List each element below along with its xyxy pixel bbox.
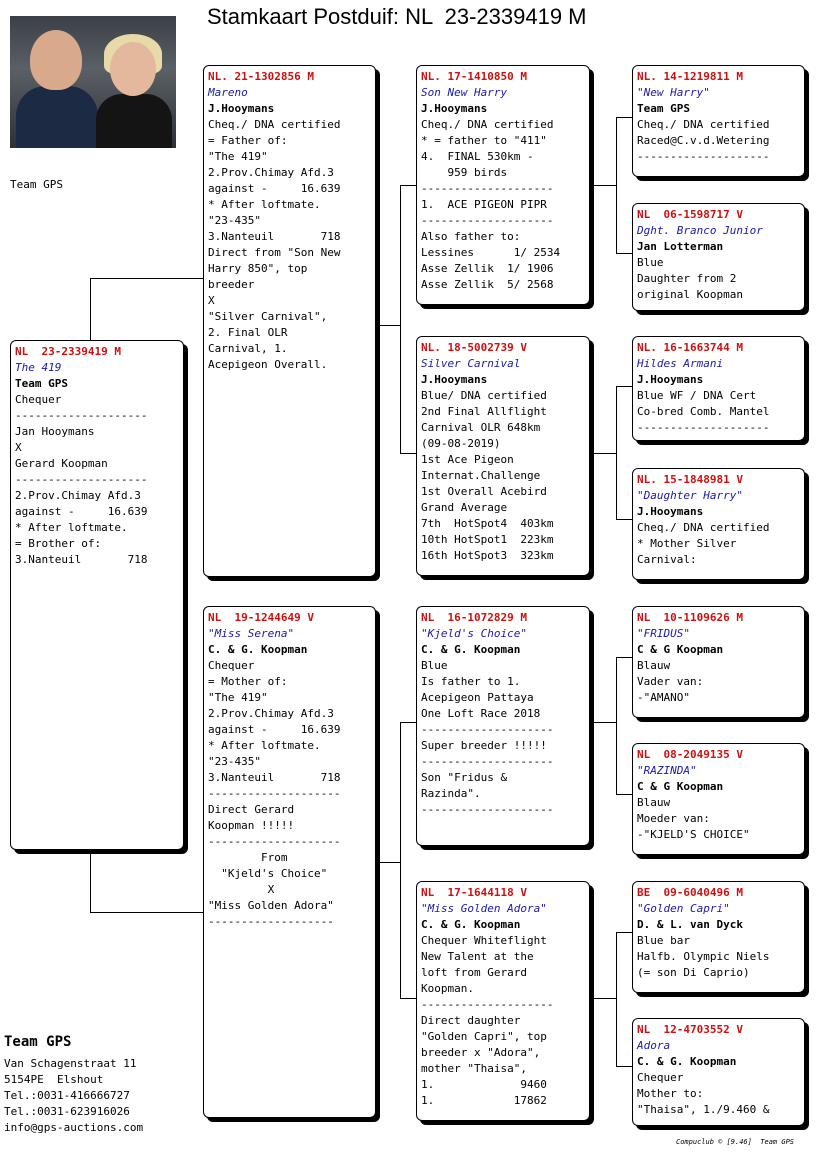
- pigeon-card-mf-mother[interactable]: [632, 743, 805, 855]
- ring-number: NL. 18-5002739 V: [421, 341, 527, 354]
- info-line: --------------------: [421, 214, 554, 227]
- pigeon-name: "FRIDUS": [637, 627, 690, 640]
- pigeon-card-ff-father[interactable]: [632, 65, 805, 177]
- ring-number: NL 08-2049135 V: [637, 748, 743, 761]
- info-line: breeder: [208, 278, 255, 291]
- pigeon-name: "Miss Serena": [208, 627, 295, 640]
- info-line: 1. 9460: [421, 1078, 547, 1091]
- info-line: Direct from "Son New: [208, 246, 341, 259]
- info-line: Koopman.: [421, 982, 474, 995]
- info-line: Grand Average: [421, 501, 508, 514]
- ring-number: NL 23-2339419 M: [15, 345, 121, 358]
- info-line: (= son Di Caprio): [637, 966, 750, 979]
- pigeon-name: "Kjeld's Choice": [421, 627, 527, 640]
- info-line: 16th HotSpot3 323km: [421, 549, 554, 562]
- pigeon-card-mother[interactable]: [203, 606, 376, 1118]
- connector-line: [400, 722, 401, 999]
- connector-line: [616, 1066, 632, 1067]
- info-line: "The 419": [208, 691, 268, 704]
- info-line: One Loft Race 2018: [421, 707, 541, 720]
- info-line: X: [15, 441, 22, 454]
- info-line: Acepigeon Pattaya: [421, 691, 534, 704]
- owner-photo: [10, 16, 176, 148]
- pigeon-card-mother-father[interactable]: [416, 606, 590, 846]
- info-line: Direct Gerard: [208, 803, 295, 816]
- footer-line: Van Schagenstraat 11: [4, 1057, 137, 1070]
- info-line: Koopman !!!!!: [208, 819, 295, 832]
- footer-email[interactable]: info@gps-auctions.com: [4, 1121, 144, 1134]
- pigeon-name: "Daughter Harry": [637, 489, 743, 502]
- info-line: Carnival OLR 648km: [421, 421, 541, 434]
- footer-line: 5154PE Elshout: [4, 1073, 104, 1086]
- info-line: X: [208, 883, 275, 896]
- breeder-name: C. & G. Koopman: [421, 643, 521, 656]
- info-line: -"AMANO": [637, 691, 690, 704]
- breeder-name: J.Hooymans: [421, 102, 488, 115]
- info-line: Direct daughter: [421, 1014, 521, 1027]
- pigeon-name: The 419: [15, 361, 62, 374]
- ring-number: NL 16-1072829 M: [421, 611, 527, 624]
- info-line: 2.Prov.Chimay Afd.3: [208, 707, 334, 720]
- connector-line: [616, 386, 632, 387]
- info-line: 2.Prov.Chimay Afd.3: [208, 166, 334, 179]
- info-line: Blue: [637, 256, 664, 269]
- connector-line: [400, 722, 416, 723]
- connector-line: [616, 794, 632, 795]
- info-line: Asse Zellik 1/ 1906: [421, 262, 554, 275]
- info-line: * After loftmate.: [208, 198, 321, 211]
- ring-number: BE 09-6040496 M: [637, 886, 743, 899]
- info-line: breeder x "Adora",: [421, 1046, 541, 1059]
- info-line: --------------------: [15, 409, 148, 422]
- info-line: "Kjeld's Choice": [208, 867, 328, 880]
- owner-label: Team GPS: [10, 178, 63, 191]
- info-line: --------------------: [208, 835, 341, 848]
- connector-line: [616, 117, 617, 253]
- info-line: Chequer Whiteflight: [421, 934, 547, 947]
- ring-number: NL. 14-1219811 M: [637, 70, 743, 83]
- connector-line: [590, 998, 616, 999]
- info-line: Daughter from 2: [637, 272, 737, 285]
- info-line: Blue/ DNA certified: [421, 389, 547, 402]
- info-line: Jan Hooymans: [15, 425, 95, 438]
- info-line: Super breeder !!!!!: [421, 739, 547, 752]
- info-line: loft from Gerard: [421, 966, 527, 979]
- info-line: -"KJELD'S CHOICE": [637, 828, 750, 841]
- ring-number: NL. 16-1663744 M: [637, 341, 743, 354]
- info-line: --------------------: [421, 182, 554, 195]
- info-line: Harry 850", top: [208, 262, 308, 275]
- info-line: "Miss Golden Adora": [208, 899, 334, 912]
- pigeon-name: "Golden Capri": [637, 902, 730, 915]
- connector-line: [616, 932, 617, 1067]
- info-line: Blue bar: [637, 934, 690, 947]
- info-line: "The 419": [208, 150, 268, 163]
- info-line: Internat.Challenge: [421, 469, 541, 482]
- contact-footer: [4, 1034, 143, 1136]
- connector-line: [616, 657, 632, 658]
- connector-line: [590, 453, 616, 454]
- ring-number: NL. 15-1848981 V: [637, 473, 743, 486]
- info-line: --------------------: [421, 998, 554, 1011]
- breeder-name: Team GPS: [15, 377, 68, 390]
- info-line: 3.Nanteuil 718: [208, 771, 341, 784]
- pigeon-card-fm-father[interactable]: [632, 336, 805, 441]
- info-line: Blue WF / DNA Cert: [637, 389, 757, 402]
- info-line: 2. Final OLR: [208, 326, 288, 339]
- info-line: 2.Prov.Chimay Afd.3: [15, 489, 141, 502]
- info-line: "Silver Carnival",: [208, 310, 328, 323]
- page-title: Stamkaart Postduif: NL 23-2339419 M: [207, 4, 587, 29]
- info-line: = Father of:: [208, 134, 288, 147]
- info-line: "Golden Capri", top: [421, 1030, 547, 1043]
- info-line: 1. 17862: [421, 1094, 547, 1107]
- footer-line: Tel.:0031-623916026: [4, 1105, 130, 1118]
- breeder-name: C & G Koopman: [637, 643, 724, 656]
- info-line: Blauw: [637, 659, 671, 672]
- ring-number: NL 17-1644118 V: [421, 886, 527, 899]
- pigeon-card-mm-mother[interactable]: [632, 1018, 805, 1126]
- breeder-name: Team GPS: [637, 102, 690, 115]
- info-line: Lessines 1/ 2534: [421, 246, 561, 259]
- breeder-name: C & G Koopman: [637, 780, 724, 793]
- info-line: (09-08-2019): [421, 437, 501, 450]
- info-line: 4. FINAL 530km -: [421, 150, 534, 163]
- connector-line: [400, 185, 401, 454]
- info-line: Mother to:: [637, 1087, 704, 1100]
- pigeon-name: "RAZINDA": [637, 764, 697, 777]
- info-line: Chequer: [15, 393, 62, 406]
- info-line: From: [208, 851, 288, 864]
- pigeon-name: "Miss Golden Adora": [421, 902, 547, 915]
- connector-line: [590, 185, 616, 186]
- info-line: Acepigeon Overall.: [208, 358, 328, 371]
- info-line: 10th HotSpot1 223km: [421, 533, 554, 546]
- footer-line: Tel.:0031-416666727: [4, 1089, 130, 1102]
- info-line: Halfb. Olympic Niels: [637, 950, 770, 963]
- info-line: Moeder van:: [637, 812, 710, 825]
- info-line: New Talent at the: [421, 950, 534, 963]
- info-line: * After loftmate.: [208, 739, 321, 752]
- ring-number: NL. 17-1410850 M: [421, 70, 527, 83]
- connector-line: [90, 278, 204, 279]
- info-line: --------------------: [421, 803, 554, 816]
- connector-line: [90, 850, 91, 912]
- info-line: * Mother Silver: [637, 537, 737, 550]
- software-credit: Compuclub © [9.46] Team GPS: [676, 1138, 795, 1146]
- ring-number: NL 12-4703552 V: [637, 1023, 743, 1036]
- info-line: --------------------: [421, 723, 554, 736]
- info-line: X: [208, 294, 215, 307]
- info-line: Chequer: [637, 1071, 684, 1084]
- info-line: Chequer: [208, 659, 255, 672]
- connector-line: [90, 912, 204, 913]
- connector-line: [616, 932, 632, 933]
- breeder-name: J.Hooymans: [637, 373, 704, 386]
- info-line: Raced@C.v.d.Wetering: [637, 134, 770, 147]
- connector-line: [616, 117, 632, 118]
- breeder-name: J.Hooymans: [208, 102, 275, 115]
- info-line: * After loftmate.: [15, 521, 128, 534]
- breeder-name: J.Hooymans: [421, 373, 488, 386]
- info-line: 7th HotSpot4 403km: [421, 517, 554, 530]
- info-line: -------------------: [208, 915, 334, 928]
- info-line: = Brother of:: [15, 537, 102, 550]
- info-line: Blauw: [637, 796, 671, 809]
- info-line: Cheq./ DNA certified: [637, 118, 770, 131]
- connector-line: [616, 253, 632, 254]
- breeder-name: C. & G. Koopman: [208, 643, 308, 656]
- info-line: against - 16.639: [15, 505, 148, 518]
- info-line: Is father to 1.: [421, 675, 521, 688]
- info-line: --------------------: [637, 421, 770, 434]
- connector-line: [376, 325, 400, 326]
- breeder-name: C. & G. Koopman: [421, 918, 521, 931]
- connector-line: [400, 185, 416, 186]
- pigeon-card-father-father[interactable]: [416, 65, 590, 305]
- info-line: Co-bred Comb. Mantel: [637, 405, 770, 418]
- ring-number: NL. 21-1302856 M: [208, 70, 314, 83]
- info-line: * = father to "411": [421, 134, 547, 147]
- info-line: original Koopman: [637, 288, 743, 301]
- info-line: --------------------: [208, 787, 341, 800]
- info-line: "23-435": [208, 214, 261, 227]
- info-line: against - 16.639: [208, 182, 341, 195]
- connector-line: [376, 862, 400, 863]
- info-line: Cheq./ DNA certified: [208, 118, 341, 131]
- info-line: Also father to:: [421, 230, 521, 243]
- connector-line: [616, 657, 617, 795]
- info-line: --------------------: [15, 473, 148, 486]
- info-line: Son "Fridus &: [421, 771, 508, 784]
- pigeon-card-fm-mother[interactable]: [632, 468, 805, 580]
- info-line: --------------------: [637, 150, 770, 163]
- info-line: "23-435": [208, 755, 261, 768]
- pigeon-name: Son New Harry: [421, 86, 508, 99]
- pigeon-card-father[interactable]: [203, 65, 376, 577]
- breeder-name: J.Hooymans: [637, 505, 704, 518]
- pigeon-name: Silver Carnival: [421, 357, 521, 370]
- info-line: 1. ACE PIGEON PIPR: [421, 198, 547, 211]
- info-line: against - 16.639: [208, 723, 341, 736]
- pigeon-name: Hildes Armani: [637, 357, 724, 370]
- connector-line: [400, 453, 416, 454]
- ring-number: NL 19-1244649 V: [208, 611, 314, 624]
- pigeon-card-ff-mother[interactable]: [632, 203, 805, 311]
- info-line: 2nd Final Allflight: [421, 405, 547, 418]
- info-line: --------------------: [421, 755, 554, 768]
- info-line: 1st Ace Pigeon: [421, 453, 514, 466]
- info-line: Gerard Koopman: [15, 457, 108, 470]
- info-line: 959 birds: [421, 166, 508, 179]
- footer-title: Team GPS: [4, 1034, 72, 1050]
- info-line: Blue: [421, 659, 448, 672]
- info-line: Razinda".: [421, 787, 481, 800]
- breeder-name: C. & G. Koopman: [637, 1055, 737, 1068]
- info-line: 3.Nanteuil 718: [208, 230, 341, 243]
- pigeon-name: Mareno: [208, 86, 248, 99]
- info-line: "Thaisa", 1./9.460 &: [637, 1103, 770, 1116]
- connector-line: [616, 519, 632, 520]
- info-line: Carnival, 1.: [208, 342, 288, 355]
- info-line: 1st Overall Acebird: [421, 485, 547, 498]
- connector-line: [400, 998, 416, 999]
- info-line: mother "Thaisa",: [421, 1062, 527, 1075]
- connector-line: [590, 722, 616, 723]
- pigeon-card-subject[interactable]: [10, 340, 184, 850]
- pigeon-card-mother-mother[interactable]: [416, 881, 590, 1121]
- pigeon-name: "New Harry": [637, 86, 710, 99]
- info-line: Carnival:: [637, 553, 697, 566]
- ring-number: NL 06-1598717 V: [637, 208, 743, 221]
- connector-line: [616, 386, 617, 520]
- pigeon-name: Adora: [637, 1039, 671, 1052]
- info-line: 3.Nanteuil 718: [15, 553, 148, 566]
- info-line: = Mother of:: [208, 675, 288, 688]
- pigeon-card-mm-father[interactable]: [632, 881, 805, 993]
- connector-line: [90, 278, 91, 340]
- info-line: Cheq./ DNA certified: [421, 118, 554, 131]
- info-line: Asse Zellik 5/ 2568: [421, 278, 554, 291]
- info-line: Vader van:: [637, 675, 704, 688]
- ring-number: NL 10-1109626 M: [637, 611, 743, 624]
- pigeon-name: Dght. Branco Junior: [637, 224, 763, 237]
- breeder-name: Jan Lotterman: [637, 240, 724, 253]
- info-line: Cheq./ DNA certified: [637, 521, 770, 534]
- breeder-name: D. & L. van Dyck: [637, 918, 743, 931]
- pigeon-card-mf-father[interactable]: [632, 606, 805, 718]
- pigeon-card-father-mother[interactable]: [416, 336, 590, 576]
